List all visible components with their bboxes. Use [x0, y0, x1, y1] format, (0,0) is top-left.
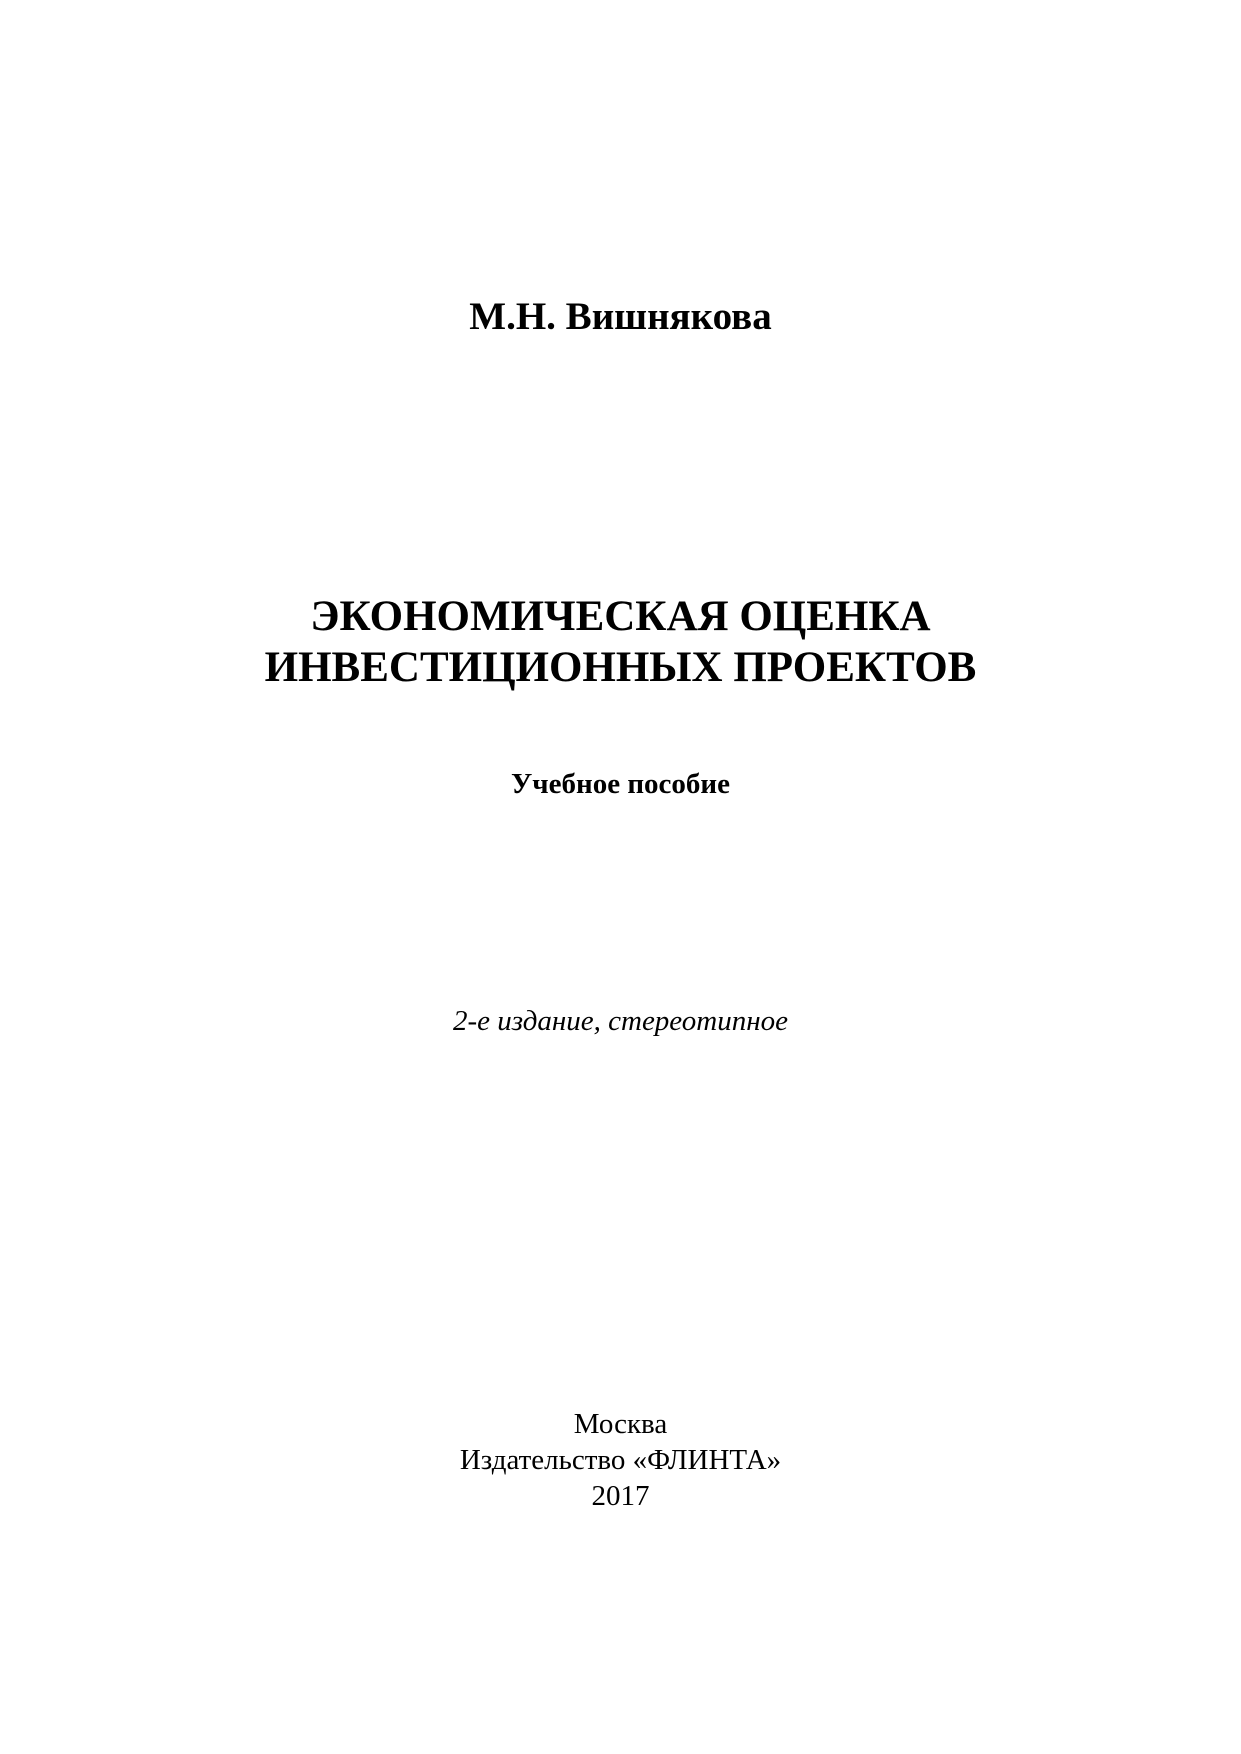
imprint-city: Москва	[573, 1408, 668, 1440]
book-subtitle: Учебное пособие	[510, 768, 730, 800]
book-title-line-1: ЭКОНОМИЧЕСКАЯ ОЦЕНКА	[310, 593, 931, 640]
imprint-publisher: Издательство «ФЛИНТА»	[459, 1444, 782, 1476]
author-name: М.Н. Вишнякова	[469, 295, 772, 338]
book-title-line-2: ИНВЕСТИЦИОННЫХ ПРОЕКТОВ	[264, 644, 977, 691]
imprint-year: 2017	[591, 1480, 650, 1512]
edition-note: 2-е издание, стереотипное	[452, 1005, 788, 1037]
